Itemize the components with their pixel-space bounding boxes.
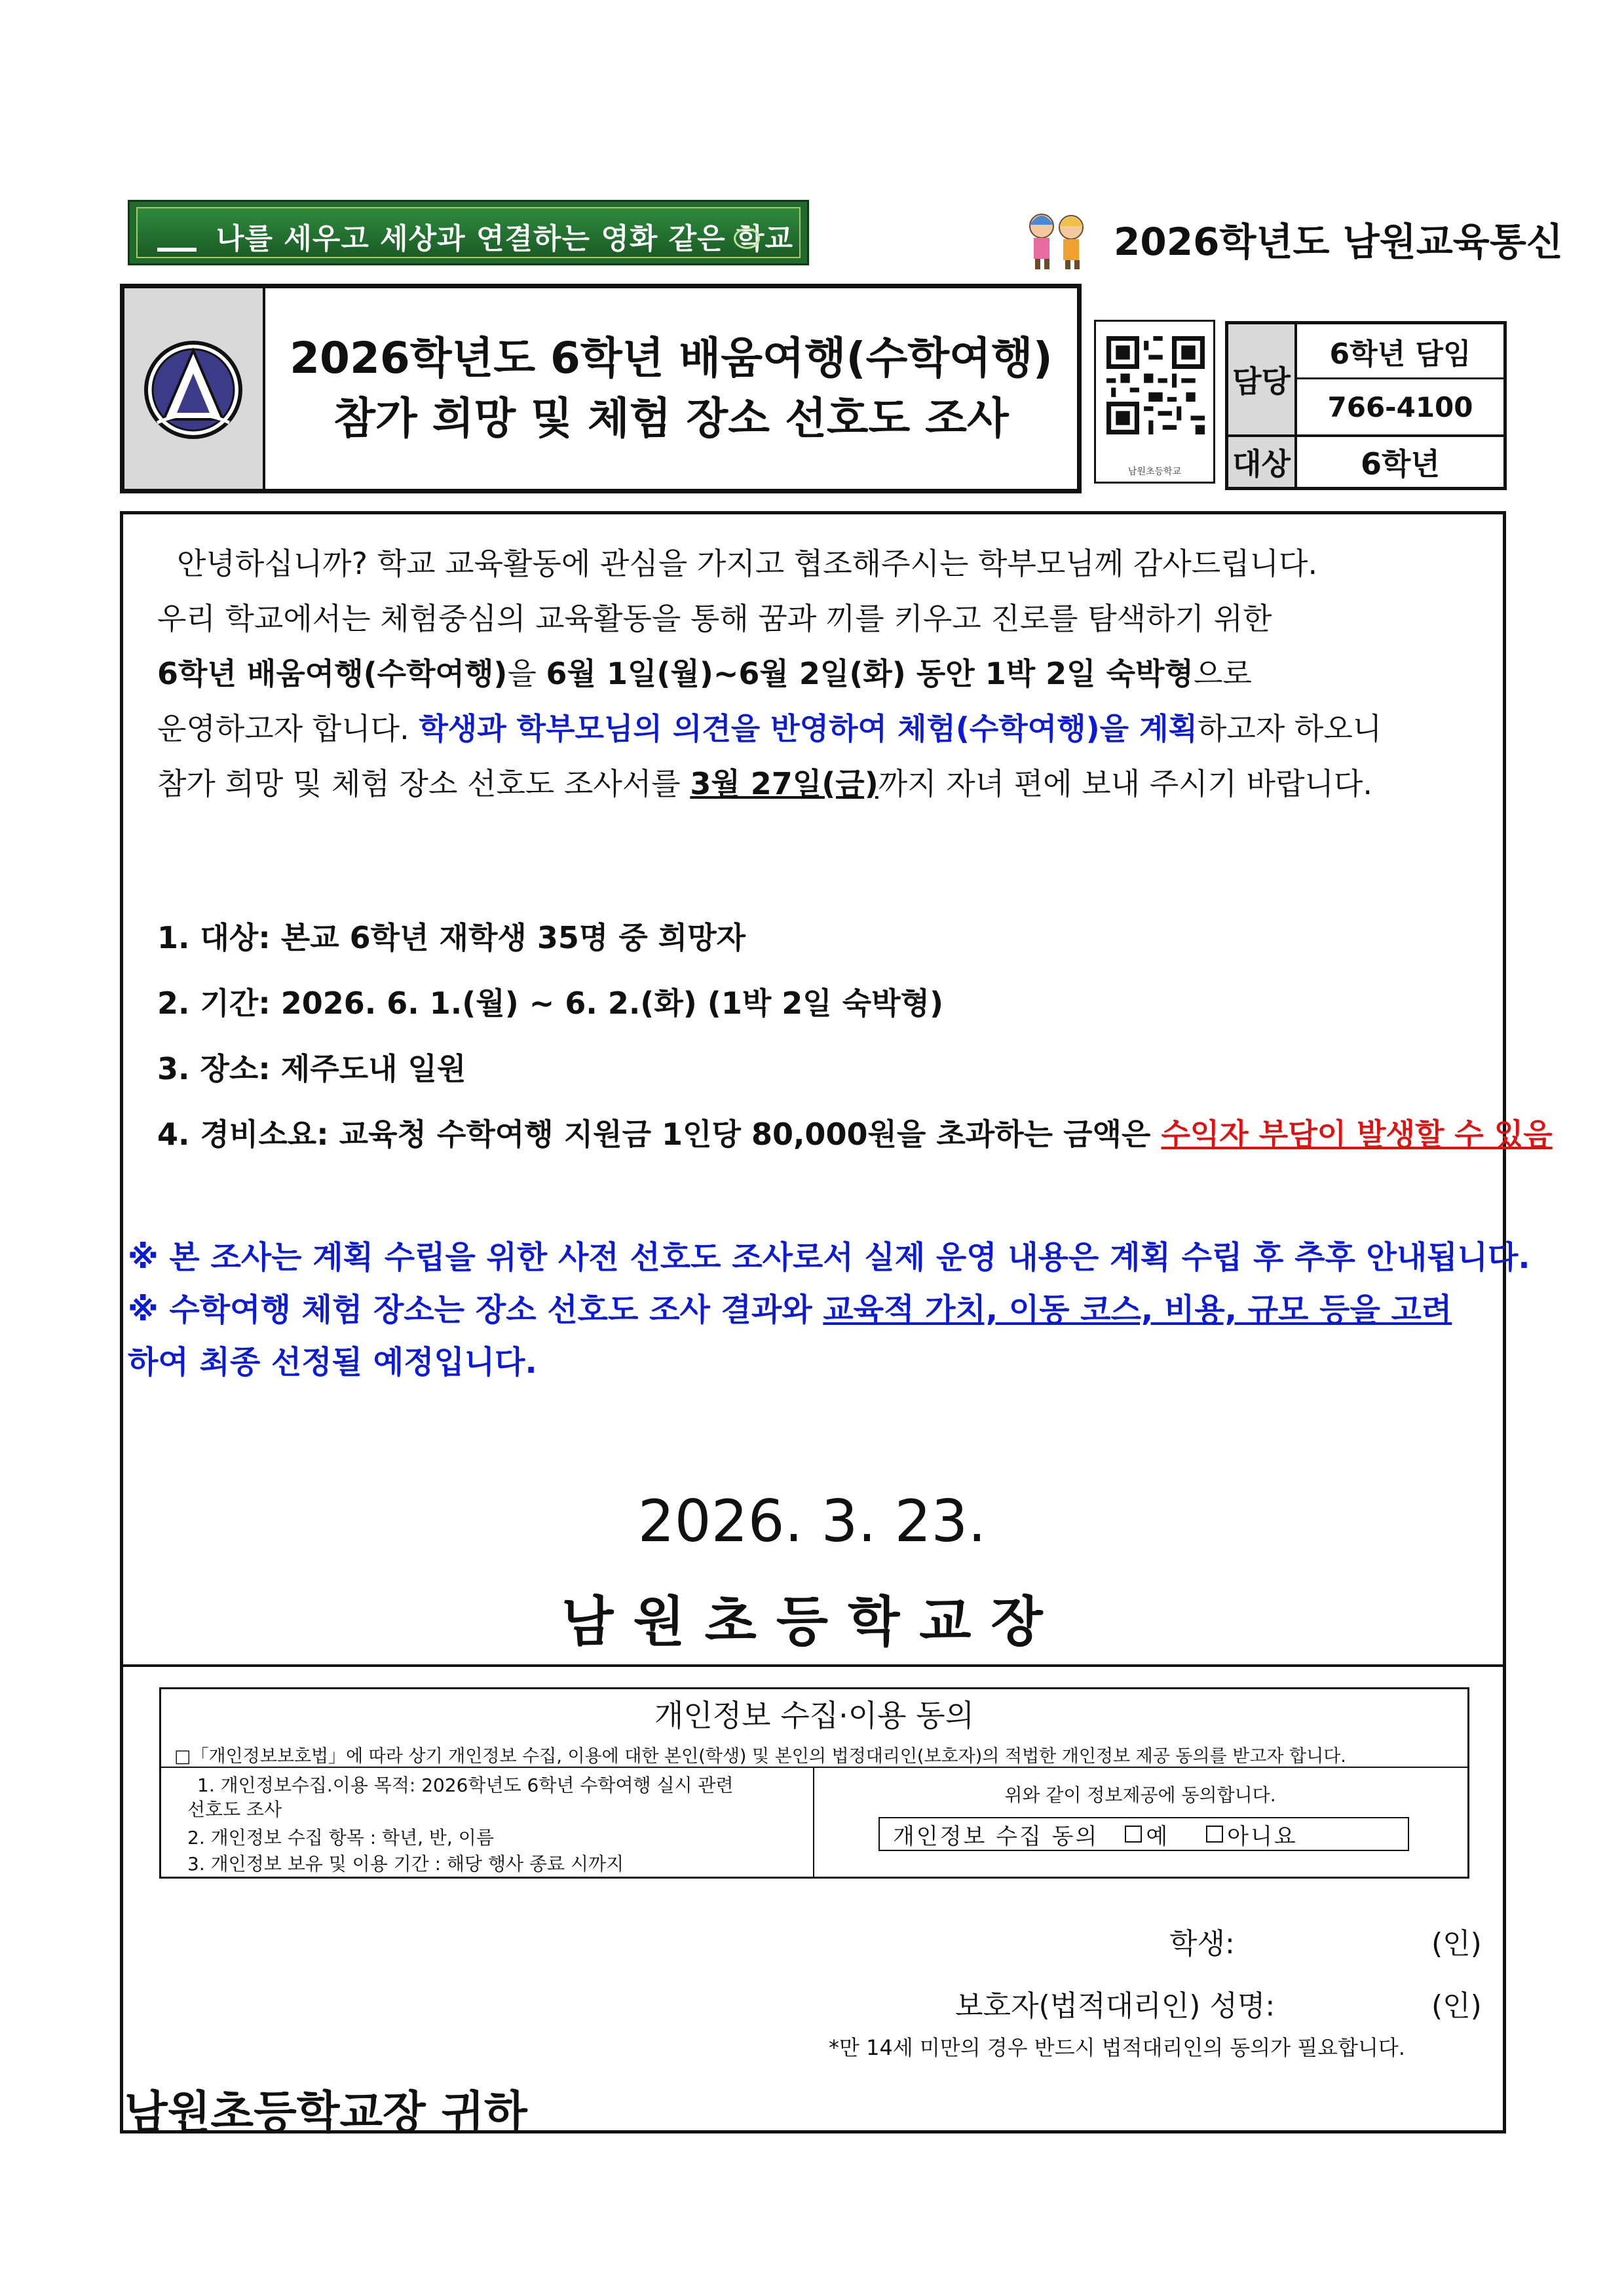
target-label: 대상	[1228, 434, 1297, 487]
qr-code-icon	[1106, 336, 1205, 434]
intro-line-2: 우리 학교에서는 체험중심의 교육활동을 통해 꿈과 끼를 키우고 진로를 탐색하기 위한	[157, 601, 1272, 636]
cost-warning: 수익자 부담이 발생할 수 있음	[1161, 1117, 1553, 1152]
trip-name: 6학년 배움여행(수학여행)	[157, 656, 508, 691]
cost-text: 4. 경비소요: 교육청 수학여행 지원금 1인당 80,000원을 초과하는 금액은	[157, 1117, 1161, 1152]
intro-text: 으로	[1193, 656, 1252, 691]
qr-caption: 남원초등학교	[1127, 467, 1182, 477]
consent-purpose: 1. 개인정보수집.이용 목적: 2026학년도 6학년 수학여행 실시 관련	[197, 1774, 734, 1796]
principal-name: 남원초등학교장	[561, 1591, 1063, 1653]
note-criteria: 교육적 가치, 이동 코스, 비용, 규모 등을 고려	[823, 1292, 1452, 1328]
consent-agree-label: 개인정보 수집 동의	[893, 1823, 1099, 1850]
contact-table	[1225, 321, 1507, 490]
guardian-seal: (인)	[1431, 1989, 1482, 2023]
mascot-icon	[1022, 206, 1094, 272]
school-logo-cell	[124, 288, 265, 489]
title-block	[120, 284, 1082, 493]
intro-text: 까지 자녀 편에 보내 주시기 바랍니다.	[878, 766, 1373, 801]
title-line-2: 참가 희망 및 체험 장소 선호도 조사	[333, 393, 1009, 444]
consent-agree-text: 위와 같이 정보제공에 동의합니다.	[1004, 1784, 1276, 1806]
intro-text: 하고자 하오니	[1197, 711, 1382, 746]
newsletter-title: 2026학년도 남원교육통신	[1114, 220, 1563, 264]
qr-code-box	[1094, 320, 1215, 484]
intro-line-1: 안녕하십니까? 학교 교육활동에 관심을 가지고 협조해주시는 학부모님께 감사드립니다.	[177, 546, 1318, 581]
age-consent-note: *만 14세 미만의 경우 반드시 법적대리인의 동의가 필요합니다.	[829, 2035, 1405, 2060]
consent-yes-label: 예	[1146, 1823, 1170, 1850]
school-emblem-icon	[124, 288, 255, 485]
document-title	[265, 288, 1077, 489]
note-1: ※ 본 조사는 계획 수립을 위한 사전 선호도 조사로서 실제 운영 내용은 계획 수립 후 추후 안내됩니다.	[128, 1239, 1530, 1276]
consent-description: □「개인정보보호법」에 따라 상기 개인정보 수집, 이용에 대한 본인(학생) 및 본인의 법정대리인(보호자)의 적법한 개인정보 제공 동의를 받고자 합니다.	[174, 1746, 1346, 1767]
item-period: 2. 기간: 2026. 6. 1.(월) ~ 6. 2.(화) (1박 2일 숙박형)	[157, 985, 944, 1021]
item-location: 3. 장소: 제주도내 일원	[157, 1051, 466, 1086]
speech-bubble-icon	[734, 228, 760, 249]
note-3: 하여 최종 선정될 예정입니다.	[128, 1344, 537, 1381]
slogan-banner	[128, 200, 809, 265]
consent-agree-field	[878, 1817, 1409, 1851]
consent-purpose-cont: 선호도 조사	[187, 1799, 282, 1820]
item-cost	[157, 1111, 1553, 1154]
target-value: 6학년	[1297, 434, 1503, 487]
note-2	[128, 1284, 1452, 1330]
manager-label: 담당	[1228, 324, 1297, 434]
intro-line-4	[157, 709, 1382, 748]
phone-value: 766-4100	[1327, 391, 1473, 423]
consent-title: 개인정보 수집·이용 동의	[654, 1698, 975, 1733]
student-seal: (인)	[1431, 1927, 1482, 1961]
guardian-label: 보호자(법적대리인) 성명:	[955, 1989, 1275, 2023]
consent-no-checkbox[interactable]	[1206, 1826, 1223, 1843]
trip-dates: 6월 1일(월)~6월 2일(화) 동안 1박 2일 숙박형	[546, 656, 1194, 691]
note-text: ※ 수학여행 체험 장소는 장소 선호도 조사 결과와	[128, 1292, 823, 1328]
student-label: 학생:	[1169, 1927, 1235, 1961]
banner-dash-decoration	[157, 248, 197, 252]
intro-text: 운영하고자 합니다.	[157, 711, 419, 746]
section-divider	[120, 1664, 1506, 1667]
privacy-consent-box	[159, 1687, 1469, 1879]
addressee: 남원초등학교장 귀하	[124, 2087, 527, 2139]
consent-no-label: 아니요	[1227, 1823, 1298, 1850]
issue-date: 2026. 3. 23.	[637, 1487, 987, 1555]
intro-line-5	[157, 764, 1372, 803]
consent-items: 2. 개인정보 수집 항목 : 학년, 반, 이름	[187, 1827, 494, 1848]
intro-line-3	[157, 654, 1252, 693]
highlight-text: 학생과 학부모님의 의견을 반영하여 체험(수학여행)을 계획	[419, 711, 1198, 746]
consent-yes-checkbox[interactable]	[1125, 1826, 1142, 1843]
manager-value: 6학년 담임	[1297, 324, 1503, 379]
consent-retention: 3. 개인정보 보유 및 이용 기간 : 해당 행사 종료 시까지	[187, 1853, 624, 1875]
due-date: 3월 27일(금)	[690, 766, 878, 801]
intro-text: 을	[507, 656, 546, 691]
banner-slogan: 나를 세우고 세상과 연결하는 영화 같은 학교	[216, 222, 793, 256]
title-line-1: 2026학년도 6학년 배움여행(수학여행)	[290, 333, 1053, 383]
consent-divider	[161, 1767, 1467, 1768]
item-target: 1. 대상: 본교 6학년 재학생 35명 중 희망자	[157, 920, 746, 955]
intro-text: 참가 희망 및 체험 장소 선호도 조사서를	[157, 766, 690, 801]
